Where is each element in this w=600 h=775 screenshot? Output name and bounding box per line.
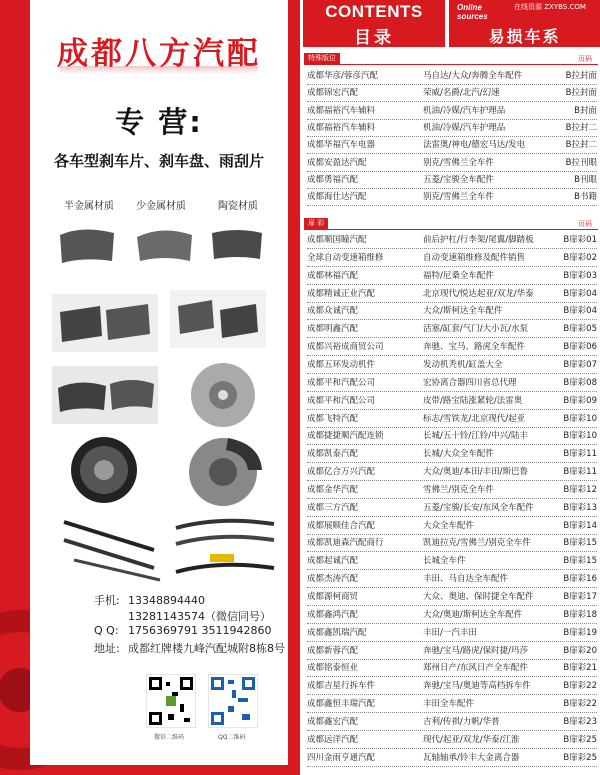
entry-products: 奔驰/宝马/奥迪等高档拆车件	[423, 681, 531, 692]
qq-qr-caption: QQ二维码	[218, 734, 246, 741]
entry-page: B扉彩17	[563, 592, 597, 602]
entry-company: 成都精诚正业汽配	[307, 288, 376, 299]
entry-page: B扉彩03	[563, 270, 597, 281]
list-item	[307, 679, 597, 695]
list-item	[307, 626, 597, 642]
entry-products: 现代/起亚/双龙/华泰/江淮	[423, 734, 520, 745]
entry-page: B扉彩19	[563, 627, 597, 638]
qq-qr-icon	[208, 674, 258, 728]
entry-company: 成都平和汽配公司	[307, 377, 376, 388]
entry-page: B扉彩10	[563, 413, 597, 424]
business-heading: 专 营:	[115, 105, 203, 139]
entry-products: 发动机秃机/缸盖大全	[423, 359, 503, 370]
entry-page: B扉彩02	[563, 252, 597, 263]
list-item	[307, 322, 597, 338]
entry-products: 别克/雪佛兰全车件	[423, 157, 494, 168]
entry-page: B扉彩10	[563, 431, 597, 442]
entry-company: 成都明鑫汽配	[307, 324, 359, 335]
entry-page: B书籍	[574, 192, 597, 203]
entry-page: B扉彩15	[563, 556, 597, 567]
category-title: 易损车系	[488, 27, 561, 46]
entry-products: 自动变速箱维修及配件销售	[423, 252, 526, 263]
drilled-disc-image	[54, 434, 154, 506]
list-item	[307, 376, 597, 392]
entry-products: 五菱/宝骏全车配件	[423, 174, 494, 185]
ad-card	[30, 0, 288, 765]
entry-company: 成都众诚汽配	[307, 306, 359, 317]
entry-company: 成都鑫鸿汽配	[307, 609, 359, 620]
brake-pad-set-image-3	[50, 364, 160, 426]
entry-company: 成都源柯商贸	[307, 592, 359, 602]
list-item	[307, 572, 597, 588]
entry-company: 成都凯迪森汽配商行	[307, 538, 384, 549]
entry-page: B扉彩01	[563, 235, 597, 245]
wiper-blade-image-2	[170, 510, 278, 584]
entry-products: 福特/尼桑全车配件	[423, 270, 494, 281]
list-item	[307, 644, 597, 660]
brake-caliper-image	[178, 430, 268, 510]
section-special-page-label: 页码	[578, 55, 592, 63]
entry-products: 大众/斯柯达全车配件	[423, 306, 503, 317]
entry-company: 成都鑫宏汽配	[307, 716, 359, 727]
section-color-label: 扉 彩	[304, 218, 328, 229]
entry-page: B扉彩22	[563, 699, 597, 710]
entry-company: 成都凯泰汽配	[307, 449, 359, 460]
entry-company: 成都勇福汽配	[307, 174, 359, 185]
entry-products: 长城/大众全车配件	[423, 449, 494, 460]
entry-products: 丰田、马自达全车配件	[423, 574, 509, 585]
shop-title: 成都八方汽配	[57, 36, 261, 72]
entry-products: 大众/奥迪/本田/丰田/斯巴鲁	[423, 467, 528, 478]
online-sources-logo: Online sources	[457, 3, 488, 21]
entry-company: 成都锦宏汽配	[307, 88, 359, 99]
wechat-qr-icon	[146, 674, 196, 728]
entry-products: 奔驰/宝马/路虎/保时捷/玛莎	[423, 645, 528, 656]
entry-company: 成都亿合万兴汽配	[307, 467, 376, 478]
material-ceramic: 陶瓷材质	[218, 201, 258, 212]
entry-company: 成都华彦/蓉彦汽配	[307, 71, 378, 81]
entry-products: 雪佛兰/别克全车件	[423, 484, 494, 495]
qq-numbers: 1756369791 3511942860	[128, 624, 272, 637]
list-item	[307, 501, 597, 517]
brake-pad-set-image-2	[168, 288, 268, 350]
entry-company: 成都远洋汽配	[307, 734, 359, 745]
entry-page: B扉彩04	[563, 306, 597, 317]
entry-products: 活塞/缸套/气门/大小瓦/水泵	[423, 324, 528, 335]
list-item	[307, 519, 597, 535]
entry-products: 法雷奥/神电/德宏马达/发电	[423, 140, 526, 151]
business-line: 各车型刹车片、刹车盘、雨刮片	[53, 152, 264, 170]
entry-company: 成都铭泰恒业	[307, 663, 359, 674]
list-item	[307, 121, 597, 137]
entry-products: 丰田全车配件	[423, 699, 475, 710]
brake-pad-set-image	[50, 292, 160, 354]
list-item	[307, 358, 597, 374]
entry-company: 成都起诚汽配	[307, 556, 359, 567]
list-item	[307, 608, 597, 624]
wechat-qr-caption: 微信二维码	[154, 734, 185, 741]
address-label: 地址:	[94, 642, 120, 655]
entry-page: B扉彩20	[563, 645, 597, 656]
contents-title-en: CONTENTS	[325, 2, 423, 21]
section-special	[304, 53, 598, 65]
entry-page: B封面	[574, 105, 597, 116]
list-item	[307, 340, 597, 356]
address: 成都红牌楼九峰汽配城附8栋8号	[128, 642, 285, 655]
list-item	[307, 138, 597, 154]
entry-products: 宏协离合器四川省总代理	[423, 377, 517, 388]
list-item	[307, 661, 597, 677]
entry-products: 奔驰、宝马、路虎全车配件	[423, 342, 526, 353]
entry-products: 机油/冷媒/汽车护理品	[423, 105, 506, 116]
list-item	[307, 447, 597, 463]
entry-company: 成都飞特汽配	[307, 413, 359, 424]
list-item	[307, 69, 597, 85]
list-item	[307, 251, 597, 267]
list-item	[307, 429, 597, 445]
qq-label: Q Q:	[94, 624, 119, 637]
list-item	[307, 590, 597, 606]
section-color	[304, 218, 598, 230]
entry-company: 成都五环发动机件	[307, 359, 376, 370]
material-low-metal: 少金属材质	[136, 201, 186, 212]
entry-company: 成都杰涛汽配	[307, 574, 359, 585]
brake-disc-image	[178, 360, 268, 430]
list-item	[307, 733, 597, 749]
entry-products: 瓦轴轴承/铃丰大金离合器	[423, 752, 520, 763]
entry-company: 成都福裕汽车辅料	[307, 105, 376, 116]
entry-page: B拉刊眼	[565, 157, 597, 168]
entry-company: 成都顺国瞳汽配	[307, 235, 367, 245]
entry-products: 北京现代/悦达起亚/双龙/华泰	[423, 288, 534, 299]
list-item	[307, 394, 597, 410]
list-item	[307, 554, 597, 570]
entry-products: 吉利/传祺/力帆/华普	[423, 716, 500, 727]
list-item	[307, 483, 597, 499]
entry-page: B扉彩25	[563, 734, 597, 745]
list-item	[307, 173, 597, 189]
list-item	[307, 465, 597, 481]
qq-line	[94, 624, 271, 637]
phone-line-2	[94, 608, 271, 624]
entry-page: B扉彩25	[563, 752, 597, 763]
entry-company: 成都鑫凯瑞汽配	[307, 627, 367, 638]
entry-products: 凯迪拉克/雪佛兰/别克全车件	[423, 538, 531, 549]
entry-company: 成都福裕汽车辅料	[307, 122, 376, 133]
list-item	[307, 715, 597, 731]
entry-page: B拉封二	[565, 140, 597, 151]
phone-1: 13348894440	[128, 594, 205, 607]
entry-products: 别克/雪佛兰全车件	[423, 192, 494, 203]
category-header	[449, 0, 600, 47]
contents-title-cn: 目录	[354, 28, 394, 48]
entry-products: 前后护杠/行李架/尾翼/脚踏板	[423, 235, 534, 245]
entry-page: B扉彩12	[563, 484, 597, 495]
entry-page: B拉封二	[565, 122, 597, 133]
entry-company: 成都三方汽配	[307, 502, 359, 513]
entry-page: B扉彩22	[563, 681, 597, 692]
section-color-page-label: 页码	[578, 220, 592, 228]
entry-products: 皮带/路宝陆涨紧轮/法雷奥	[423, 395, 523, 406]
brake-pads-image	[52, 213, 272, 273]
list-item	[307, 233, 597, 249]
contents-panel	[300, 0, 600, 775]
list-item	[307, 287, 597, 303]
entry-page: B扉彩04	[563, 288, 597, 299]
entry-company: 成都金华汽配	[307, 484, 359, 495]
list-item	[307, 104, 597, 120]
entry-page: B扉彩09	[563, 395, 597, 406]
entry-page: B拉封面	[565, 88, 597, 99]
entry-products: 大众全车配件	[423, 520, 475, 531]
entry-page: B扉彩15	[563, 538, 597, 549]
phone-label: 手机:	[94, 594, 120, 607]
entry-company: 成都鑫恒丰瑞汽配	[307, 699, 376, 710]
entry-page: B扉彩21	[563, 663, 597, 674]
contents-header	[303, 0, 445, 47]
list-item	[307, 751, 597, 767]
list-item	[307, 86, 597, 102]
entry-page: B扉彩11	[563, 449, 597, 460]
list-item	[307, 269, 597, 285]
list-item	[307, 536, 597, 552]
section-special-label: 特殊版位	[304, 53, 340, 64]
entry-products: 大众、奥迪、保时捷全车配件	[423, 592, 534, 602]
entry-company: 四川金雨亨通汽配	[307, 752, 376, 763]
entry-products: 标志/雪铁龙/北京现代/起亚	[423, 413, 526, 424]
list-item	[307, 697, 597, 713]
entry-company: 成都华福汽车电器	[307, 140, 376, 151]
entry-page: B扉彩13	[563, 502, 597, 513]
phone-2: 13281143574（微信同号）	[128, 610, 271, 623]
entry-company: 成都林福汽配	[307, 270, 359, 281]
entry-page: B扉彩16	[563, 574, 597, 585]
entry-products: 荣威/名爵/北汽/幻速	[423, 88, 500, 99]
entry-company: 成都新蓉汽配	[307, 645, 359, 656]
entry-page: B扉彩23	[563, 716, 597, 727]
entry-page: B扉彩08	[563, 377, 597, 388]
entry-products: 五菱/宝骏/长安/东风全车配件	[423, 502, 534, 513]
entry-company: 成都吉星行拆车件	[307, 681, 376, 692]
entry-company: 成都海仕达汽配	[307, 192, 367, 203]
title-reflection	[60, 66, 258, 74]
address-line	[94, 640, 285, 656]
entry-products: 长城/五十铃/江铃/中兴/陆丰	[423, 431, 528, 442]
list-item	[307, 304, 597, 320]
entry-products: 长城全车件	[423, 556, 466, 567]
entry-products: 马自达/大众/奔腾全车配件	[423, 71, 523, 81]
list-item	[307, 190, 597, 206]
entry-page: B扉彩06	[563, 342, 597, 353]
entry-products: 机油/冷媒/汽车护理品	[423, 122, 506, 133]
entry-company: 成都捷捷顺汽配连锁	[307, 431, 384, 442]
entry-company: 全球自动变速箱维修	[307, 252, 384, 263]
online-sources-logo-side: 在线资源 ZXYBS.COM	[514, 3, 586, 11]
entry-company: 成都兴裕成商贸公司	[307, 342, 384, 353]
entry-company: 成都平和汽配公司	[307, 395, 376, 406]
entry-page: B扉彩11	[563, 467, 597, 478]
entry-page: B刊眼	[574, 174, 597, 185]
entry-page: B扉彩05	[563, 324, 597, 335]
entry-products: 大众/奥迪/斯柯达全车配件	[423, 609, 523, 620]
entry-page: B扉彩18	[563, 609, 597, 620]
list-item	[307, 412, 597, 428]
entry-page: B扉彩07	[563, 359, 597, 370]
entry-products: 郑州日产/东风日产全车配件	[423, 663, 528, 674]
phone-line-1	[94, 592, 205, 608]
wiper-blade-image	[54, 510, 164, 584]
entry-company: 成都安盈达汽配	[307, 157, 367, 168]
list-item	[307, 156, 597, 172]
entry-page: B扉彩14	[563, 520, 597, 531]
entry-company: 成都展顺佳合汽配	[307, 520, 376, 531]
entry-products: 丰田/一汽丰田	[423, 627, 477, 638]
entry-page: B拉封面	[565, 71, 597, 81]
material-semi-metal: 半金属材质	[64, 201, 114, 212]
